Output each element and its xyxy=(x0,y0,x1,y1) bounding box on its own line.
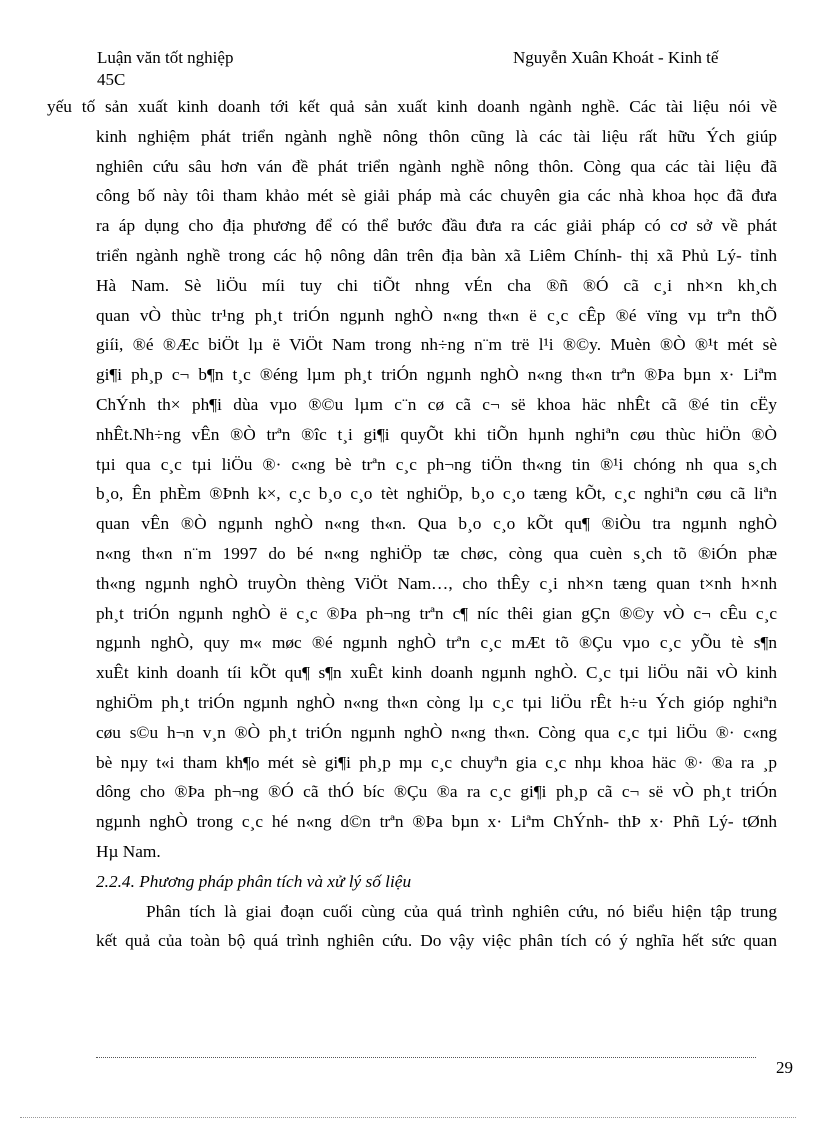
text-line: quan vÒ thùc tr¹ng ph¸t triÓn ngµnh nghÒ n«ng th«n ë c¸c cÊp ®é vïng vµ trªn thÕ xyxy=(96,305,777,325)
body-text xyxy=(47,92,777,956)
text-line: triển ngành nghề trong các hộ nông dân trên địa bàn xã Liêm Chính- thị xã Phủ Lý- tỉnh xyxy=(96,245,777,265)
text-line: gi¶i ph¸p c¬ b¶n t¸c ®éng lµm ph¸t triÓn ngµnh nghÒ n«ng th«n trªn ®Þa bµn x· Liªm xyxy=(96,365,777,385)
text-line: giíi, ®é ®Æc biÖt lµ ë ViÖt Nam trong nh÷ng n¨m trë l¹i ®©y. Muèn ®Ò ®¹t mét sè xyxy=(96,335,777,355)
text-line: nghiÖm ph¸t triÓn ngµnh nghÒ n«ng th«n còng lµ c¸c tµi liÖu rÊt h÷u Ých gióp nghiªn xyxy=(96,692,777,712)
page-break-rule xyxy=(20,1117,796,1118)
header-left: Luận văn tốt nghiệp xyxy=(97,48,234,67)
text-line: Hµ Nam. xyxy=(96,841,161,861)
header-left-cont: 45C xyxy=(97,70,126,89)
text-line: ra áp dụng cho địa phương để có thể bước đầu đưa ra các giải pháp có cơ sở về phát xyxy=(96,216,777,236)
text-line: kết quả của toàn bộ quá trình nghiên cứu. Do vậy việc phân tích có ý nghĩa hết sức quan xyxy=(96,931,777,951)
text-line: dông cho ®Þa ph¬ng ®Ó cã thÓ bíc ®Çu ®a ra c¸c gi¶i ph¸p cã c¬ së vÒ ph¸t triÓn xyxy=(96,782,777,802)
footer-rule xyxy=(96,1057,756,1058)
text-line: công bố này tôi tham khảo mét sè giải pháp mà các chuyên gia các nhà khoa học đã đưa xyxy=(96,186,777,206)
text-line: ngµnh nghÒ, quy m« møc ®é ngµnh nghÒ trªn c¸c mÆt tõ ®Çu vµo c¸c yÕu tè s¶n xyxy=(96,633,777,653)
header-right: Nguyễn Xuân Khoát - Kinh tế xyxy=(513,48,719,67)
text-line: n«ng th«n n¨m 1997 do bé n«ng nghiÖp tæ chøc, còng qua cuèn s¸ch tõ ®iÓn phæ xyxy=(96,543,777,563)
text-line: quan vÊn ®Ò ngµnh nghÒ n«ng th«n. Qua b¸o c¸o kÕt qu¶ ®iÒu tra ngµnh nghÒ xyxy=(96,514,777,534)
text-line: nhÊt.Nh÷ng vÊn ®Ò trªn ®îc t¸i gi¶i quyÕt khi tiÕn hµnh nghiªn cøu thùc hiÖn ®Ò xyxy=(96,424,777,444)
text-line: yếu tố sản xuất kinh doanh tới kết quả sản xuất kinh doanh ngành nghề. Các tài liệu nói về xyxy=(47,97,777,116)
text-line: tµi qua c¸c tµi liÖu ®· c«ng bè trªn c¸c ph¬ng tiÖn th«ng tin ®¹i chóng nh qua s¸ch xyxy=(96,454,777,474)
text-line: ph¸t triÓn ngµnh nghÒ ë c¸c ®Þa ph¬ng trªn c¶ níc thêi gian gÇn ®©y vÒ c¬ cÊu c¸c xyxy=(96,603,777,623)
text-line: cøu s©u h¬n v¸n ®Ò ph¸t triÓn ngµnh nghÒ n«ng th«n. Còng qua c¸c tµi liÖu ®· c«ng xyxy=(96,722,777,742)
text-line: th«ng ngµnh nghÒ truyÒn thèng ViÖt Nam…, cho thÊy c¸i nh×n tæng quan t×nh h×nh xyxy=(96,573,777,593)
text-line: xuÊt kinh doanh tíi kÕt qu¶ s¶n xuÊt kinh doanh ngµnh nghÒ. C¸c tµi liÖu nãi vÒ kinh xyxy=(96,663,777,683)
text-line: nghiên cứu sâu hơn ván đề phát triển ngành nghề nông thôn. Còng qua các tài liệu đã xyxy=(96,156,777,176)
page-number: 29 xyxy=(776,1058,793,1077)
text-line: Phân tích là giai đoạn cuối cùng của quá trình nghiên cứu, nó biểu hiện tập trung xyxy=(146,901,777,921)
section-heading: 2.2.4. Phương pháp phân tích và xử lý số liệu xyxy=(96,871,412,891)
text-line: ChÝnh th× ph¶i dùa vµo ®©u lµm c¨n cø cã c¬ së khoa häc nhÊt cã ®é tin cËy xyxy=(96,394,777,414)
text-line: bè nµy t«i tham kh¶o mét sè gi¶i ph¸p mµ c¸c chuyªn gia c¸c nhµ khoa häc ®· ®a ra ¸p xyxy=(96,752,777,772)
text-line: kinh nghiệm phát triển ngành nghề nông thôn cũng là các tài liệu rất hữu Ých giúp xyxy=(96,126,777,146)
text-line: b¸o, Ên phÈm ®Þnh k×, c¸c b¸o c¸o tèt nghiÖp, b¸o c¸o tæng kÕt, c¸c nghiªn cøu cã liªn xyxy=(96,484,777,504)
text-line: Hà Nam. Sè liÖu míi tuy chi tiÕt nhng vÉn cha ®ñ ®Ó cã c¸i nh×n kh¸ch xyxy=(96,275,777,295)
text-line: ngµnh nghÒ trong c¸c hé n«ng d©n trªn ®Þa bµn x· Liªm ChÝnh- thÞ x· Phñ Lý- tØnh xyxy=(96,812,777,832)
